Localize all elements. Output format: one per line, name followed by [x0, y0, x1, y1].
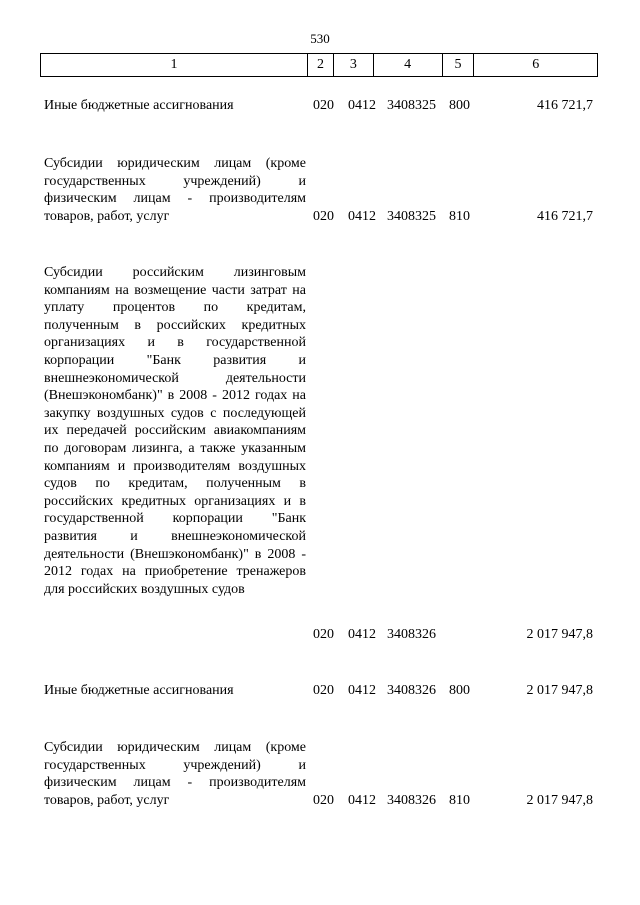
row-code-4: 3408326: [387, 793, 436, 808]
row-code-3: 0412: [348, 793, 376, 808]
row-code-5: 810: [449, 209, 470, 224]
header-col-2: 2: [308, 54, 334, 76]
row-code-4: 3408325: [387, 98, 436, 113]
header-col-4: 4: [374, 54, 443, 76]
row-code-2: 020: [313, 98, 334, 113]
row-description: Субсидии юридическим лицам (кроме государственных учреждений) и физическим лицам - производителям товаров, работ, услуг: [44, 740, 306, 808]
header-col-1: 1: [41, 54, 308, 76]
row-code-4: 3408326: [387, 683, 436, 698]
row-amount: 416 721,7: [537, 209, 593, 224]
table-header: [40, 53, 598, 77]
row-description: Иные бюджетные ассигнования: [44, 683, 234, 698]
row-amount: 2 017 947,8: [526, 793, 593, 808]
row-code-4: 3408326: [387, 627, 436, 642]
row-code-3: 0412: [348, 683, 376, 698]
row-code-3: 0412: [348, 209, 376, 224]
row-code-2: 020: [313, 683, 334, 698]
row-amount: 2 017 947,8: [526, 627, 593, 642]
row-description: Субсидии российским лизинговым компаниям на возмещение части затрат на уплату процентов по кредитам, полученным в российских кредитных организациях и в государственной корпорации "Банк развития и внешнеэкономической деятельности (Внешэкономбанк)" в 2008 - 2012 годах на закупку воздушных судов с последующей их передачей российским авиакомпаниям по договорам лизинга, а также указанным компаниям и производителям воздушных судов по кредитам, полученным в российских кредитных организациях и в государственной корпорации "Банк развития и внешнеэкономической деятельности (Внешэкономбанк)" в 2008 - 2012 годах на приобретение тренажеров для российских воздушных судов: [44, 265, 306, 597]
row-code-4: 3408325: [387, 209, 436, 224]
header-col-5: 5: [443, 54, 475, 76]
row-code-2: 020: [313, 209, 334, 224]
row-code-3: 0412: [348, 627, 376, 642]
header-col-3: 3: [334, 54, 374, 76]
row-code-2: 020: [313, 793, 334, 808]
row-description: Субсидии юридическим лицам (кроме государственных учреждений) и физическим лицам - производителям товаров, работ, услуг: [44, 156, 306, 224]
row-code-5: 810: [449, 793, 470, 808]
header-col-6: 6: [532, 57, 540, 72]
row-code-5: 800: [449, 98, 470, 113]
row-amount: 416 721,7: [537, 98, 593, 113]
row-amount: 2 017 947,8: [526, 683, 593, 698]
row-description: Иные бюджетные ассигнования: [44, 98, 234, 113]
row-code-3: 0412: [348, 98, 376, 113]
row-code-2: 020: [313, 627, 334, 642]
page-number: 530: [310, 31, 330, 46]
row-code-5: 800: [449, 683, 470, 698]
